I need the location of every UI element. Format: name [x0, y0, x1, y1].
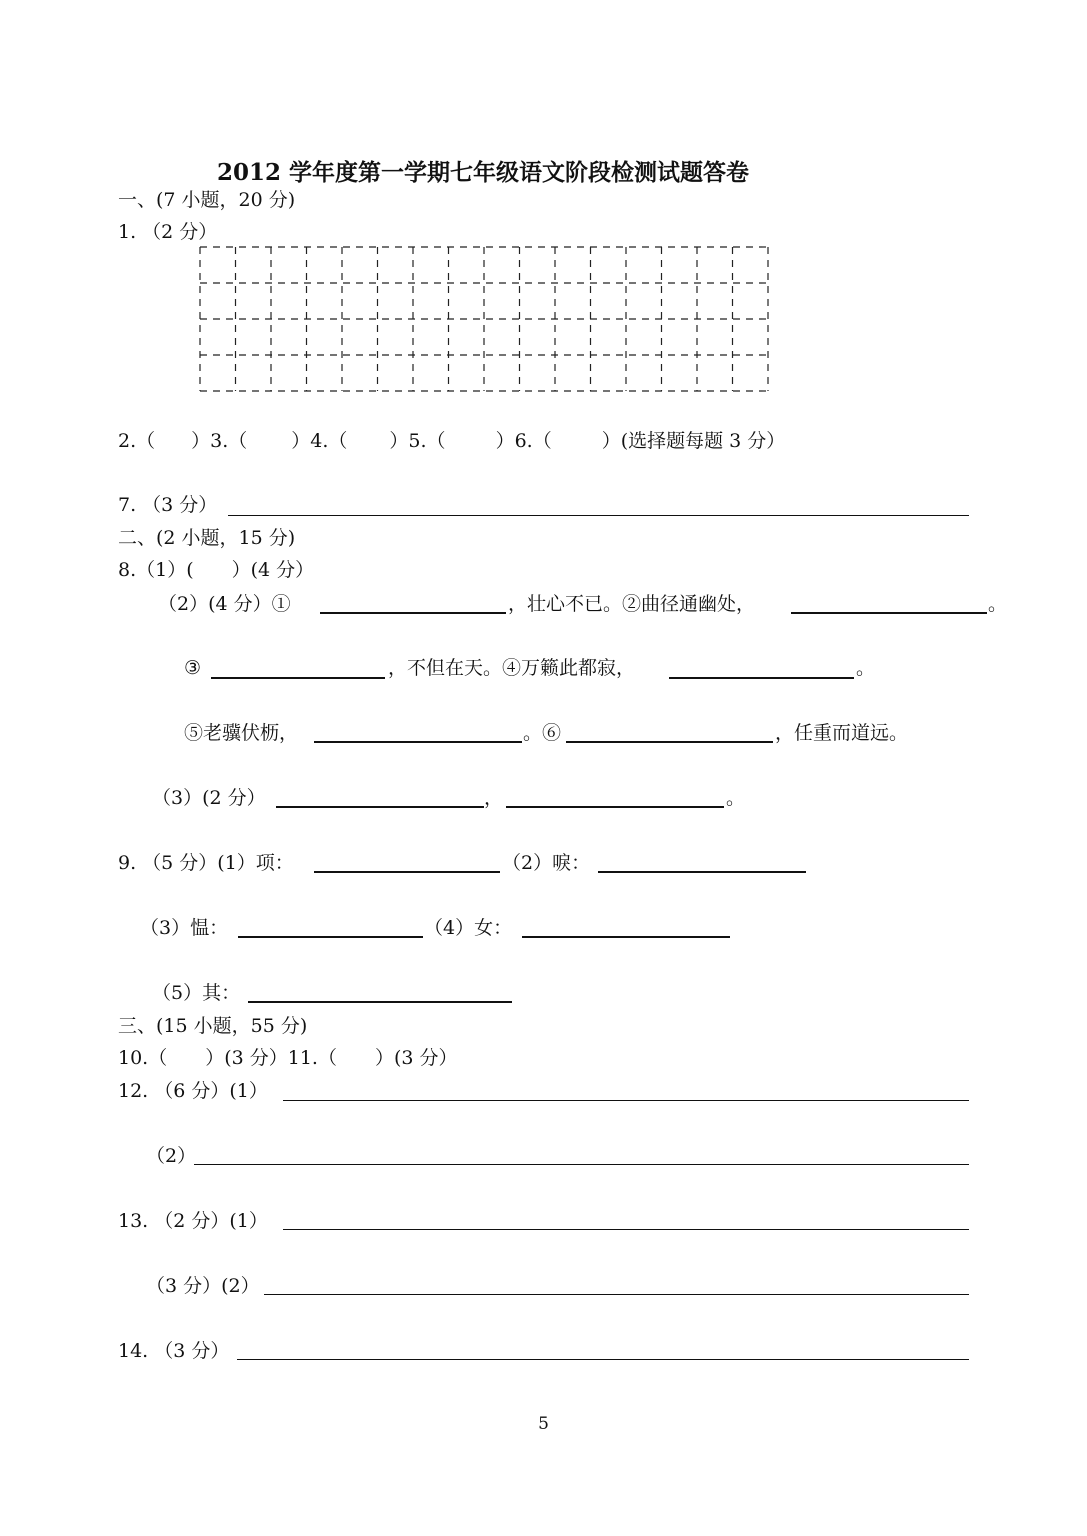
q14-label: 14. （3 分） [118, 1340, 230, 1362]
q9-p2-prefix: （3）愠： [140, 917, 229, 939]
q9-p3-prefix: （5）其： [152, 982, 241, 1004]
q8-blank-4[interactable] [669, 677, 854, 679]
page-number: 5 [538, 1414, 549, 1434]
q10-11-row: 10.（ ）(3 分）11.（ ）(3 分） [118, 1047, 458, 1069]
q13-answer-line-1[interactable] [283, 1229, 969, 1230]
q3-label: ）3.（ [191, 430, 248, 452]
q8-blank-8[interactable] [506, 806, 724, 808]
q8-blank-3[interactable] [211, 677, 385, 679]
page-title: 2012 学年度第一学期七年级语文阶段检测试题答卷 [216, 159, 750, 186]
q8-p3-mid: ，不但在天。④万籁此都寂， [388, 657, 636, 679]
q6-label: ）6.（ [495, 430, 552, 452]
q9-blank-4[interactable] [522, 936, 730, 938]
q9-blank-1[interactable] [314, 871, 500, 873]
section-three-heading: 三、(15 小题，55 分) [118, 1015, 308, 1037]
q2-label: 2.（ [118, 430, 156, 452]
q8-p4-end: ，任重而道远。 [775, 722, 909, 744]
q14-answer-line[interactable] [237, 1359, 969, 1360]
q8-p3-end: 。 [856, 657, 876, 679]
q1-label: 1. （2 分） [118, 221, 218, 243]
q8-p5-end: 。 [726, 787, 746, 809]
q13-part2-label: （3 分）(2） [146, 1275, 260, 1297]
q5-label: ）5.（ [389, 430, 446, 452]
q9-blank-3[interactable] [238, 936, 423, 938]
q12-part1-label: 12. （6 分）(1） [118, 1080, 268, 1102]
q8-p5-mid: ， [484, 787, 504, 809]
q2-6-choice-row [118, 430, 785, 452]
q9-p2-mid: （4）女： [424, 917, 513, 939]
section-one-heading: 一、(7 小题，20 分) [118, 189, 296, 211]
q8-blank-6[interactable] [566, 741, 773, 743]
q12-answer-line-2[interactable] [194, 1164, 969, 1165]
q9-blank-2[interactable] [598, 871, 806, 873]
section-two-heading: 二、(2 小题，15 分) [118, 527, 296, 549]
writing-grid[interactable] [198, 245, 770, 393]
q9-blank-5[interactable] [248, 1001, 512, 1003]
q13-part1-label: 13. （2 分）(1） [118, 1210, 268, 1232]
q8-p2-end: 。 [988, 593, 1008, 615]
q4-label: ）4.（ [291, 430, 348, 452]
q8-blank-2[interactable] [791, 612, 987, 614]
q8-part1: 8.（1）( ）(4 分） [118, 559, 315, 581]
choice-note: ）(选择题每题 3 分） [601, 430, 786, 452]
q9-p1-prefix: 9. （5 分）(1）项： [118, 852, 294, 874]
q8-blank-5[interactable] [314, 741, 522, 743]
q8-p2-mid: ，壮心不已。②曲径通幽处， [508, 593, 756, 615]
q8-p5-prefix: （3）(2 分） [152, 787, 266, 809]
q12-part2-label: （2） [146, 1145, 197, 1167]
q8-blank-1[interactable] [320, 612, 506, 614]
q9-p1-mid: （2）唳： [502, 852, 591, 874]
q8-p4-prefix: ⑤老骥伏枥， [184, 722, 299, 744]
q8-p2-prefix: （2）(4 分）① [158, 593, 291, 615]
q7-label: 7. （3 分） [118, 494, 218, 516]
q12-answer-line-1[interactable] [283, 1100, 969, 1101]
q8-blank-7[interactable] [276, 806, 484, 808]
q7-answer-line[interactable] [228, 515, 969, 516]
q8-p3-prefix: ③ [184, 657, 202, 679]
q8-p4-mid: 。⑥ [523, 722, 562, 744]
q13-answer-line-2[interactable] [264, 1294, 969, 1295]
